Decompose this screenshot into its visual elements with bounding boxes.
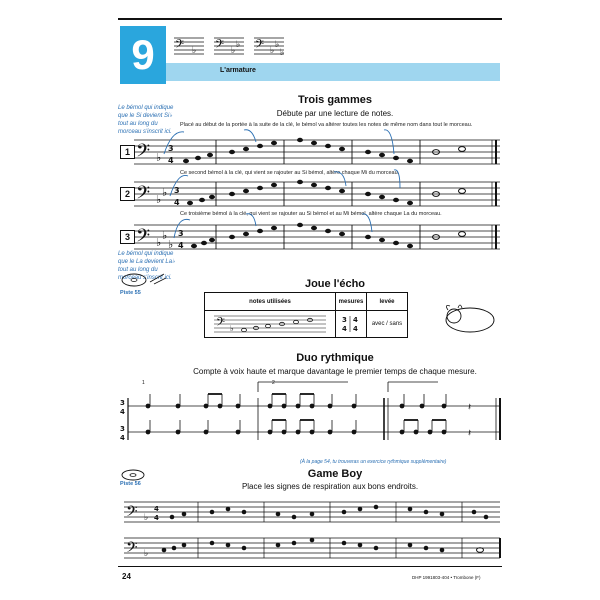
svg-text:♭: ♭ (192, 46, 197, 56)
svg-text:♭: ♭ (144, 513, 149, 523)
svg-text:𝄽: 𝄽 (468, 428, 472, 439)
svg-text:𝄢: 𝄢 (215, 38, 225, 54)
svg-text:4: 4 (120, 408, 125, 416)
svg-text:3: 3 (120, 425, 125, 433)
svg-text:4: 4 (353, 316, 358, 324)
svg-text:𝄽: 𝄽 (468, 402, 472, 413)
svg-text:4: 4 (174, 198, 180, 207)
svg-text:♭: ♭ (168, 238, 174, 251)
key-signature-examples (170, 32, 290, 58)
svg-text:♭: ♭ (230, 324, 234, 333)
instruction-line-3: Ce troisième bémol à la clé, qui vient se rajouter au Si bémol et au Mi bémol, altère chaque La du morceau. (180, 211, 442, 217)
svg-text:♭: ♭ (156, 236, 162, 249)
svg-text:𝄢: 𝄢 (126, 539, 138, 560)
trois-gammes-subtitle: Débute par une lecture de notes. (276, 109, 394, 118)
svg-text:4: 4 (168, 156, 174, 165)
instruction-line-2: Ce second bémol à la clé, qui vient se rajouter au Si bémol, altère chaque Mi du morceau. (180, 170, 400, 176)
svg-text:3: 3 (120, 399, 125, 407)
svg-text:♭: ♭ (231, 46, 236, 56)
cd-icon (120, 268, 170, 290)
svg-text:𝄢: 𝄢 (175, 38, 185, 54)
svg-text:4: 4 (353, 325, 358, 333)
echo-header-levee: levée (367, 293, 408, 311)
echo-notes-cell (205, 311, 336, 338)
publisher-ref: DHP 1991803-404 • Trombone (F) (412, 575, 481, 580)
svg-text:𝄢: 𝄢 (216, 316, 226, 332)
svg-text:♭: ♭ (270, 46, 275, 56)
svg-text:𝄢: 𝄢 (126, 503, 138, 524)
rhythm-duo-score (118, 378, 504, 458)
echo-notes-staff (210, 312, 330, 334)
svg-text:♭: ♭ (144, 549, 149, 559)
svg-text:4: 4 (342, 325, 347, 333)
cd-icon-2 (120, 468, 150, 482)
scale-staves (134, 128, 504, 258)
instruction-line-1: Placé au début de la portée à la suite de la clé, le bémol va altérer toutes les notes de même nom dans tout le morceau. (180, 122, 473, 128)
svg-text:4: 4 (154, 514, 159, 522)
lesson-number: 9 (120, 26, 166, 84)
gameboy-subtitle: Place les signes de respiration aux bons endroits. (241, 482, 419, 491)
echo-table (204, 292, 408, 338)
top-rule (118, 18, 502, 20)
svg-text:3: 3 (174, 186, 180, 195)
svg-text:♭: ♭ (162, 186, 168, 199)
svg-text:4: 4 (154, 505, 159, 513)
line-number-2: 2 (120, 187, 135, 201)
volta-2: 2 (272, 380, 275, 386)
svg-text:𝄢: 𝄢 (136, 226, 151, 251)
trois-gammes-title: Trois gammes (298, 94, 372, 106)
svg-text:4: 4 (120, 434, 125, 442)
svg-text:𝄢: 𝄢 (136, 183, 151, 208)
side-note-la: Le bémol qui indique que le La devient La♭ tout au long du morceau s'inscrit ici. (118, 251, 175, 281)
svg-text:𝄢: 𝄢 (255, 38, 265, 54)
echo-time-signatures (339, 312, 363, 334)
piste-56-label: Piste 56 (120, 481, 141, 487)
line-number-3: 3 (120, 230, 135, 244)
rhythm-exercise-note: (À la page 54, tu trouveras un exercice rythmique supplémentaire) (300, 459, 447, 465)
lion-illustration (440, 300, 502, 336)
svg-text:♭: ♭ (162, 229, 168, 242)
gameboy-staves (124, 494, 504, 564)
piste-55-label: Piste 55 (120, 290, 141, 296)
svg-text:4: 4 (178, 241, 184, 250)
echo-title: Joue l'écho (304, 278, 366, 290)
svg-text:♭: ♭ (236, 40, 241, 50)
footer-rule (118, 566, 502, 567)
lesson-band (166, 63, 500, 81)
duo-title: Duo rythmique (296, 352, 374, 364)
svg-text:3: 3 (342, 316, 347, 324)
svg-text:♭: ♭ (156, 193, 162, 206)
echo-header-notes: notes utilisées (205, 293, 336, 311)
lesson-band-label: L'armature (220, 67, 256, 74)
svg-text:♭: ♭ (156, 151, 162, 164)
echo-mesures-cell (336, 311, 367, 338)
side-note-si: Le bémol qui indique que le Si devient Si♭ tout au long du morceau s'inscrit ici. (118, 105, 174, 135)
echo-levee-cell: avec / sans (367, 311, 408, 338)
svg-text:♭: ♭ (280, 48, 285, 58)
page-number: 24 (122, 572, 131, 581)
echo-header-mesures: mesures (336, 293, 367, 311)
svg-text:3: 3 (178, 229, 184, 238)
line-number-1: 1 (120, 145, 135, 159)
svg-text:♭: ♭ (275, 40, 280, 50)
volta-1: 1 (142, 380, 145, 386)
gameboy-title: Game Boy (307, 468, 363, 480)
svg-text:3: 3 (168, 144, 174, 153)
svg-text:𝄢: 𝄢 (136, 141, 151, 166)
duo-subtitle: Compte à voix haute et marque davantage le premier temps de chaque mesure. (193, 367, 477, 376)
